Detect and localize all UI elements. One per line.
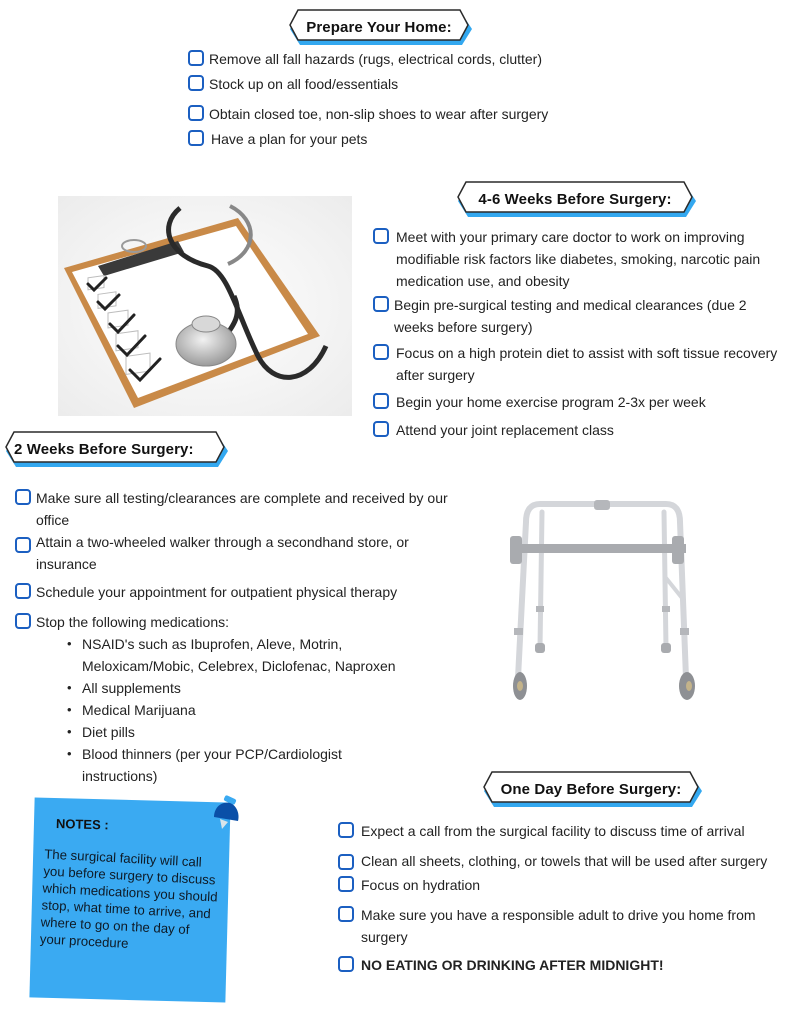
banner-4-6-weeks (456, 180, 694, 214)
checkbox[interactable] (338, 854, 354, 870)
item-text: Stock up on all food/essentials (209, 76, 399, 92)
checkbox[interactable] (188, 105, 204, 121)
checklist-item[interactable] (373, 342, 785, 386)
item-text: Clean all sheets, clothing, or towels that will be used after surgery (361, 853, 768, 869)
checklist-item[interactable] (373, 294, 785, 338)
pushpin-icon (206, 795, 246, 835)
item-text: Stop the following medications: (36, 614, 229, 630)
section-title: Prepare Your Home: (306, 18, 452, 36)
checklist-item[interactable] (15, 581, 460, 603)
section-title: One Day Before Surgery: (500, 780, 682, 798)
checklist-item[interactable] (188, 128, 588, 150)
checkbox[interactable] (188, 130, 204, 146)
checkbox[interactable] (15, 583, 31, 599)
item-text: Expect a call from the surgical facility to discuss time of arrival (361, 823, 745, 839)
item-text: Focus on a high protein diet to assist with soft tissue recovery after surgery (396, 345, 778, 383)
checkbox[interactable] (373, 296, 389, 312)
clipboard-icon (58, 196, 352, 416)
checklist-item[interactable] (188, 103, 588, 125)
checklist-item[interactable] (15, 611, 460, 633)
item-text: NO EATING OR DRINKING AFTER MIDNIGHT! (361, 957, 664, 973)
checklist-item[interactable] (373, 419, 785, 441)
item-text: Attain a two-wheeled walker through a secondhand store, or insurance (36, 534, 409, 572)
medication-item: • Blood thinners (per your PCP/Cardiologist instructions) (67, 743, 367, 787)
checklist-item[interactable] (338, 874, 788, 896)
checklist-item[interactable] (338, 850, 788, 872)
checklist-item[interactable] (338, 954, 788, 976)
item-text: Obtain closed toe, non-slip shoes to wear after surgery (209, 106, 549, 122)
checkbox[interactable] (338, 876, 354, 892)
medication-item: • Diet pills (67, 721, 407, 743)
item-text: Attend your joint replacement class (396, 422, 614, 438)
checklist-2-weeks (15, 487, 460, 787)
notes-card (29, 797, 230, 1002)
checkbox[interactable] (338, 956, 354, 972)
item-text: Remove all fall hazards (rugs, electrical cords, clutter) (209, 51, 543, 67)
clipboard-stethoscope-image (58, 196, 352, 416)
item-text: Meet with your primary care doctor to work on improving modifiable risk factors like diabetes, smoking, narcotic pain medication use, and obesity (396, 229, 761, 289)
checkbox[interactable] (188, 75, 204, 91)
checkbox[interactable] (15, 613, 31, 629)
walker-image (500, 488, 700, 706)
banner-2-weeks (4, 430, 226, 464)
checkbox[interactable] (373, 228, 389, 244)
checkbox[interactable] (373, 344, 389, 360)
checklist-item[interactable] (15, 487, 460, 531)
notes-title: NOTES : (55, 816, 109, 833)
item-text: Have a plan for your pets (211, 131, 368, 147)
section-title: 4-6 Weeks Before Surgery: (478, 190, 672, 208)
item-text: Make sure you have a responsible adult to drive you home from surgery (361, 907, 756, 945)
item-text: Make sure all testing/clearances are complete and received by our office (36, 490, 448, 528)
checkbox[interactable] (188, 50, 204, 66)
medication-item: • Medical Marijuana (67, 699, 407, 721)
section-title: 2 Weeks Before Surgery: (14, 440, 194, 458)
checklist-item[interactable] (188, 48, 588, 70)
checkbox[interactable] (373, 393, 389, 409)
checklist-one-day (338, 820, 788, 976)
medication-item: • NSAID's such as Ibuprofen, Aleve, Motrin, Meloxicam/Mobic, Celebrex, Diclofenac, Naproxen (67, 633, 407, 677)
item-text: Begin your home exercise program 2-3x per week (396, 394, 706, 410)
checkbox[interactable] (338, 906, 354, 922)
medication-list-wrapper (15, 633, 460, 787)
walker-icon (500, 488, 700, 706)
item-text: Begin pre-surgical testing and medical clearances (due 2 weeks before surgery) (394, 297, 747, 335)
item-text: Schedule your appointment for outpatient physical therapy (36, 584, 398, 600)
checklist-prepare-home (188, 48, 588, 150)
banner-prepare-home (288, 8, 470, 42)
checklist-item[interactable] (15, 531, 460, 575)
checklist-4-6-weeks (373, 226, 785, 441)
checklist-item[interactable] (338, 820, 788, 842)
checklist-item[interactable] (338, 904, 788, 948)
notes-body: The surgical facility will call you before surgery to discuss which medications you should stop, what time to arrive, and where to go on the day of your procedure (39, 846, 218, 951)
checklist-item[interactable] (188, 73, 588, 95)
checkbox[interactable] (15, 489, 31, 505)
banner-one-day (482, 770, 700, 804)
checkbox[interactable] (373, 421, 389, 437)
medication-list (67, 633, 407, 787)
checklist-item[interactable] (373, 391, 785, 413)
medication-item: • All supplements (67, 677, 407, 699)
checkbox[interactable] (15, 537, 31, 553)
item-text: Focus on hydration (361, 877, 481, 893)
checkbox[interactable] (338, 822, 354, 838)
checklist-item[interactable] (373, 226, 785, 292)
